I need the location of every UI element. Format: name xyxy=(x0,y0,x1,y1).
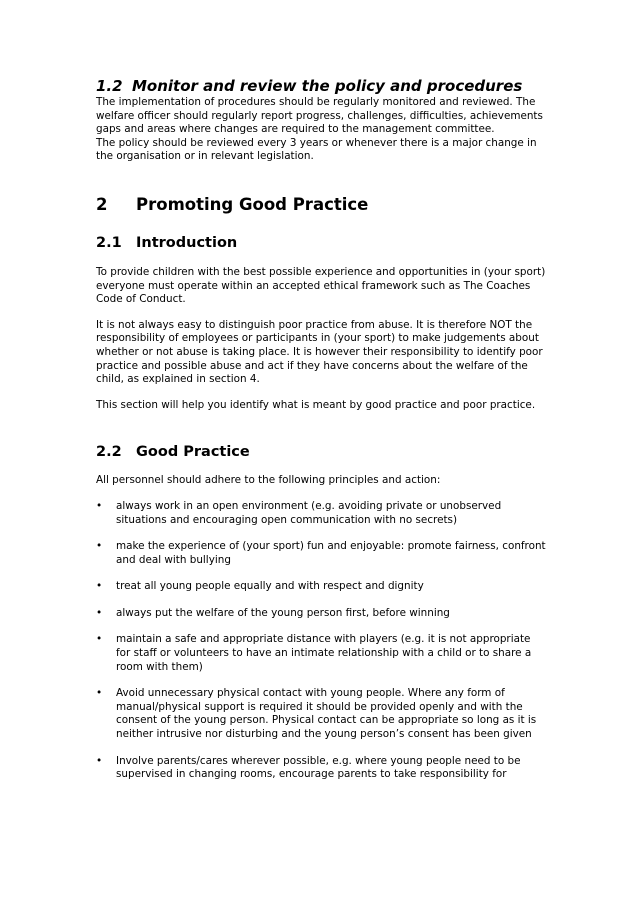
list-item xyxy=(96,500,546,527)
list-item xyxy=(96,607,546,621)
section-2-1-heading xyxy=(96,233,546,253)
bullet-icon: • xyxy=(96,606,103,619)
list-item-text: always work in an open environment (e.g. avoiding private or unobserved situations and encouraging open communication with no secrets) xyxy=(116,499,502,526)
section-2-1-paragraph-1: To provide children with the best possible experience and opportunities in (your sport) everyone must operate within an accepted ethical framework such as The Coaches Code of Conduct. xyxy=(96,265,546,306)
bullet-icon: • xyxy=(96,633,103,646)
bullet-icon: • xyxy=(96,499,103,512)
section-2-2-heading xyxy=(96,442,546,462)
list-item-text: always put the welfare of the young person first, before winning xyxy=(116,606,450,619)
bullet-icon: • xyxy=(96,540,103,553)
bullet-icon: • xyxy=(96,687,103,700)
section-2-1-title: Introduction xyxy=(136,234,238,251)
list-item xyxy=(96,633,546,674)
list-item-text: maintain a safe and appropriate distance with players (e.g. it is not appropriate for staff or volunteers to have an intimate relationship with a child or to share a room with them) xyxy=(116,633,532,673)
list-item-text: Involve parents/cares wherever possible, e.g. where young people need to be supervised in changing rooms, encourage parents to take responsibility for xyxy=(116,754,521,781)
bullet-icon: • xyxy=(96,580,103,593)
section-2-2-intro: All personnel should adhere to the following principles and action: xyxy=(96,474,441,487)
list-item-text: make the experience of (your sport) fun and enjoyable: promote fairness, confront and deal with bullying xyxy=(116,540,546,566)
section-2-1-paragraph-3: This section will help you identify what is meant by good practice and poor practice. xyxy=(96,398,536,411)
list-item xyxy=(96,580,546,594)
list-item xyxy=(96,755,546,782)
bullet-icon: • xyxy=(96,754,103,767)
section-2-number: 2 xyxy=(96,194,108,214)
section-2-heading xyxy=(96,194,546,216)
list-item-text: treat all young people equally and with respect and dignity xyxy=(116,580,424,593)
list-item xyxy=(96,540,546,567)
list-item xyxy=(96,687,546,741)
section-1-2-title: Monitor and review the policy and procedures xyxy=(132,77,523,95)
section-2-1-paragraph-2: It is not always easy to distinguish poor practice from abuse. It is therefore NOT the responsibility of employees or participants in (your sport) to make judgements about whether or not abuse is taking place. It is however their responsibility to identify poor practice and possible abuse and act if they have concerns about the welfare of the child, as explained in section 4. xyxy=(96,318,543,386)
section-2-2-title: Good Practice xyxy=(136,444,250,461)
section-1-2-number: 1.2 xyxy=(96,77,123,95)
good-practice-list xyxy=(96,500,546,782)
section-2-title: Promoting Good Practice xyxy=(136,194,369,214)
section-1-2-heading xyxy=(96,76,546,96)
section-2-1-number: 2.1 xyxy=(96,234,122,251)
document-page xyxy=(96,76,546,795)
section-2-2-number: 2.2 xyxy=(96,444,122,461)
section-1-2-paragraph-2: The policy should be reviewed every 3 years or whenever there is a major change in the organisation or in relevant legislation. xyxy=(96,136,537,163)
list-item-text: Avoid unnecessary physical contact with young people. Where any form of manual/physical support is required it should be provided openly and with the consent of the young person. Physical contact can be appropriate so long as it is neither intrusive nor disturbing and the young person’s consent has been given xyxy=(116,687,537,741)
section-1-2-paragraph-1: The implementation of procedures should be regularly monitored and reviewed. The welfare officer should regularly report progress, challenges, difficulties, achievements gaps and areas where changes are required to the management committee. xyxy=(96,96,543,136)
